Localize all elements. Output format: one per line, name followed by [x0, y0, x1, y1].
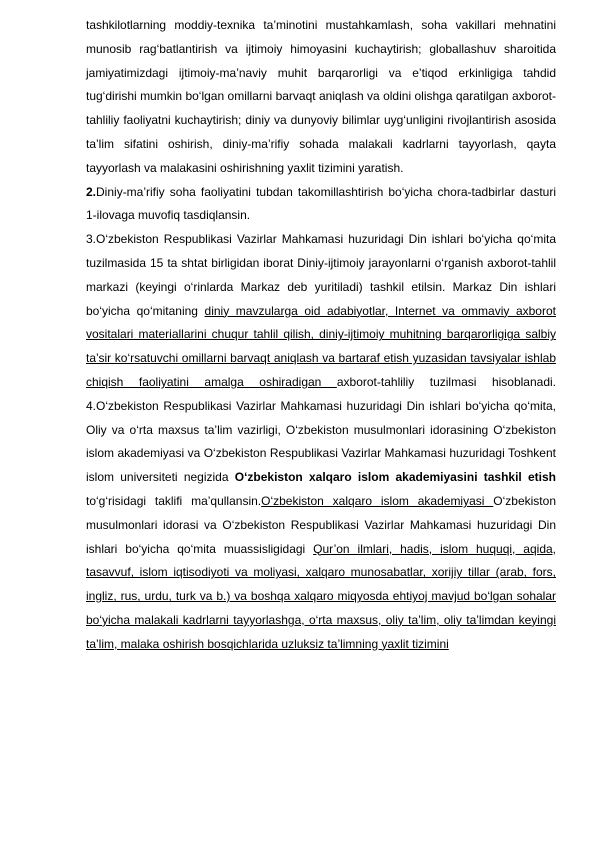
paragraph-3-bold-a: O‘zbekiston xalqaro islom akademiyasini tashkil etish — [234, 470, 557, 485]
paragraph-2-text: Diniy-ma’rifiy soha faoliyatini tubdan takomillashtirish bo‘yicha chora-tadbirlar dasturi 1-ilovaga muvofiq tasdiqlansin. — [86, 184, 556, 223]
paragraph-3-text-a: 3.O‘zbekiston Respublikasi Vazirlar Mahkamasi huzuridagi Din ishlari bo‘yicha qo‘mita tuzilmasida 15 ta shtat birligidan iborat Diniy-ijtimoiy jarayonlarni o‘rganish axborot-tahlil markazi (keyingi o‘rinlarda Markaz deb yuritiladi) tashkil etilsin. Markaz Din ishlari bo‘yicha qo‘mitaning — [86, 232, 556, 318]
paragraph-3-underlined-c: Qur’on ilmlari, hadis, islom huquqi, aqida, tasavvuf, islom iqtisodiyoti va moliyasi, xalqaro munosabatlar, xorijiy tillar (arab, fors, ingliz, rus, urdu, turk va b.) va boshqa xalqaro miqyosda ehtiyoj mavjud bo‘lgan sohalar bo‘yicha malakali kadrlarni tayyorlashga, o‘rta maxsus, oliy ta’lim, oliy ta’limdan keyingi ta’lim, malaka oshirish bosqichlarida uzluksiz ta’limning yaxlit tizimini — [86, 541, 556, 651]
paragraph-1 — [86, 14, 556, 181]
paragraph-2 — [86, 181, 556, 229]
paragraph-3-underlined-a: diniy mavzularga oid adabiyotlar, Internet va ommaviy axborot vositalari materiallarini chuqur tahlil qilish, diniy-ijtimoiy muhitning barqarorligiga salbiy ta’sir ko‘rsatuvchi omillarni barvaqt aniqlash va bartaraf etish yuzasidan tavsiyalar ishlab chiqish faoliyatini amalga oshiradigan — [86, 303, 556, 389]
paragraph-3-text-c: to‘g‘risidagi taklifi ma’qullansin. — [86, 493, 262, 508]
paragraph-3-underlined-b: O‘zbekiston xalqaro islom akademiyasi — [261, 493, 494, 508]
paragraph-3 — [86, 228, 556, 656]
paragraph-3-text-b: axborot-tahliliy tuzilmasi hisoblanadi. 4.O‘zbekiston Respublikasi Vazirlar Mahkamasi huzuridagi Din ishlari bo‘yicha qo‘mita, Oliy va o‘rta maxsus ta’lim vazirligi, O‘zbekiston musulmonlari idorasining O‘zbekiston islom akademiyasi va O‘zbekiston Respublikasi Vazirlar Mahkamasi huzuridagi Toshkent islom universiteti negizida — [86, 374, 556, 485]
paragraph-3-text-d: O‘zbekiston musulmonlari idorasi va O‘zbekiston Respublikasi Vazirlar Mahkamasi huzuridagi Din ishlari bo‘yicha qo‘mita muassisligidagi — [86, 493, 556, 556]
paragraph-2-number: 2. — [86, 184, 97, 199]
paragraph-1-text: tashkilotlarning moddiy-texnika ta’minotini mustahkamlash, soha vakillari mehnatini munosib rag‘batlantirish va ijtimoiy himoyasini kuchaytirish; globallashuv sharoitida jamiyatimizdagi ijtimoiy-ma’naviy muhit barqarorligi va e’tiqod erkinligiga tahdid tug‘dirishi mumkin bo‘lgan omillarni barvaqt aniqlash va oldini olishga qaratilgan axborot-tahliliy faoliyatni kuchaytirish; diniy va dunyoviy bilimlar uyg‘unligini rivojlantirish asosida ta’lim sifatini oshirish, diniy-ma’rifiy sohada malakali kadrlarni tayyorlash, qayta tayyorlash va malakasini oshirishning yaxlit tizimini yaratish. — [86, 18, 556, 175]
document-page — [86, 14, 556, 657]
